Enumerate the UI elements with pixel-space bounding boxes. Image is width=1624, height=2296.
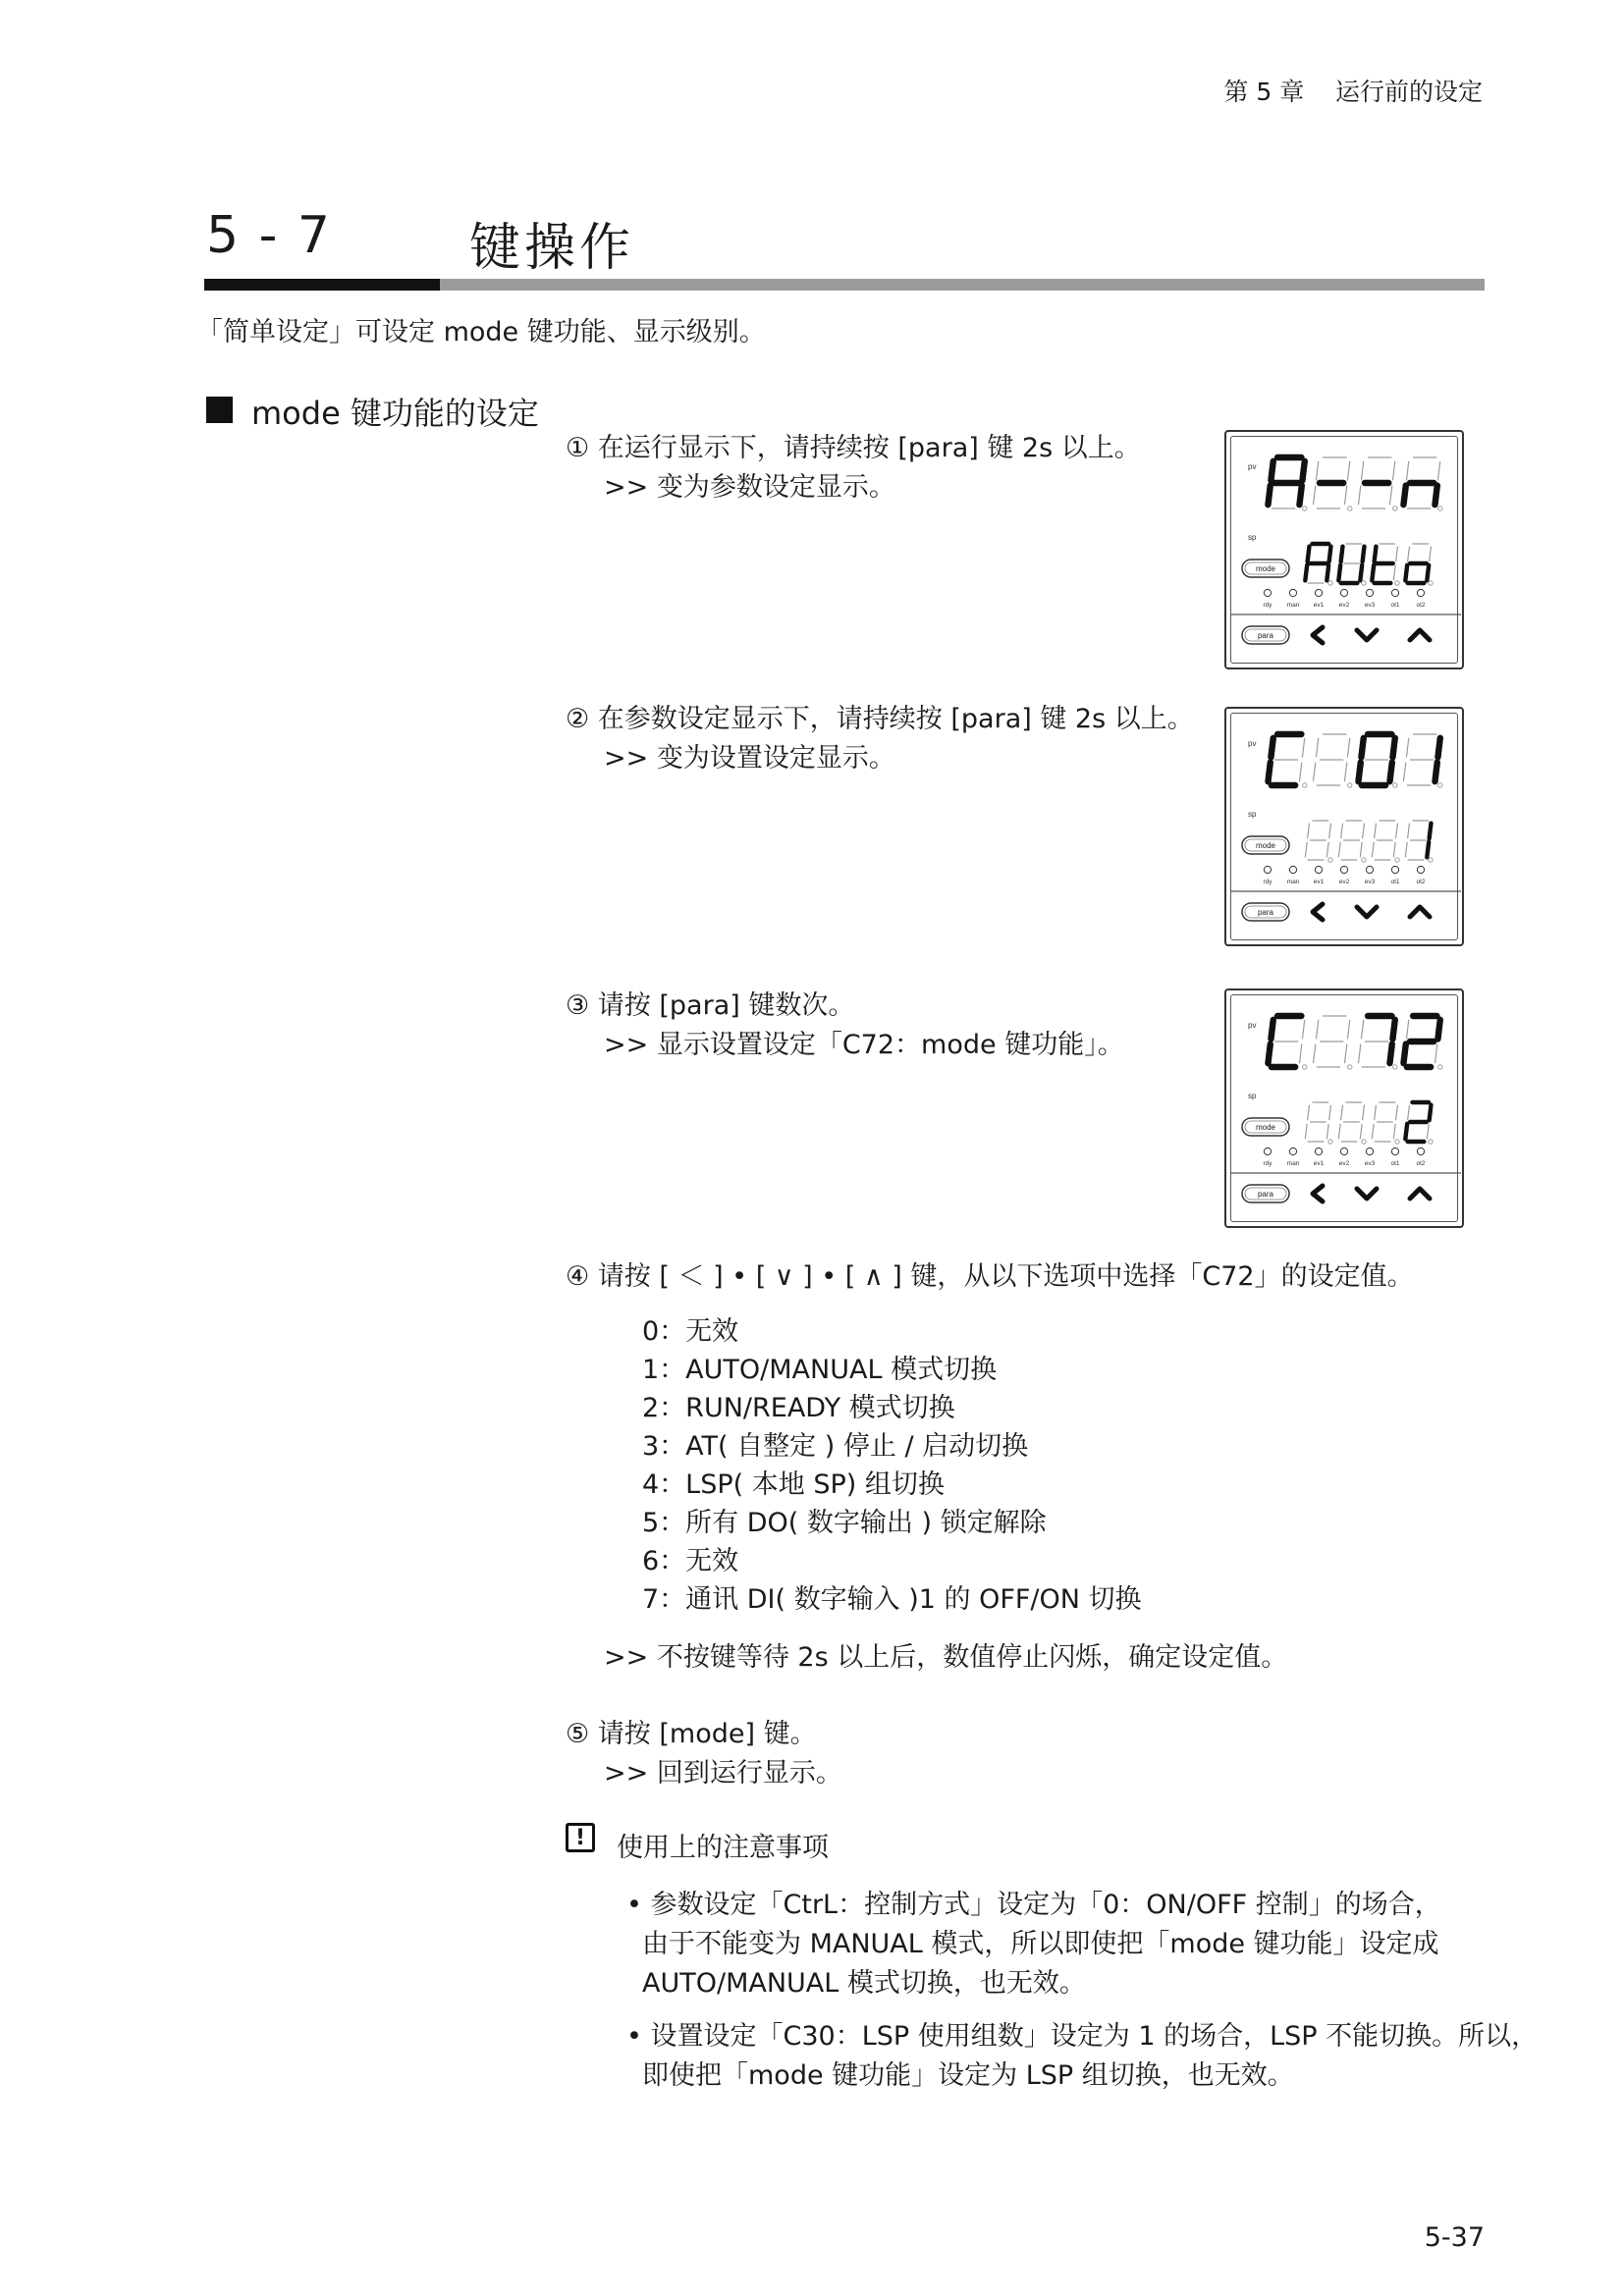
pv-label: pv: [1248, 462, 1257, 471]
mode-button-label: mode: [1255, 841, 1276, 850]
led-label: man: [1286, 602, 1300, 609]
sp-digit: [1338, 821, 1366, 862]
led-rdy-indicator: [1264, 589, 1271, 596]
section-number: 5 - 7: [206, 206, 332, 265]
note-title: 使用上的注意事项: [617, 1833, 829, 1863]
pv-digit: [1313, 457, 1351, 510]
note-bullet-1-line-1: • 参数设定「CtrL：控制方式」设定为「0：ON/OFF 控制」的场合，: [626, 1890, 1441, 1920]
pv-label: pv: [1248, 739, 1257, 748]
pv-digit: [1358, 1016, 1396, 1069]
led-label: ev3: [1364, 602, 1376, 609]
led-ev1-indicator: [1315, 1148, 1322, 1154]
pv-digit: [1403, 1016, 1441, 1069]
mode-button-label: mode: [1255, 564, 1276, 573]
pv-digit: [1403, 457, 1441, 510]
pv-digit: [1268, 1016, 1306, 1069]
up-key-icon[interactable]: [1410, 630, 1430, 640]
led-label: ev1: [1313, 1160, 1325, 1167]
led-ot2-indicator: [1417, 866, 1424, 873]
up-key-icon[interactable]: [1410, 907, 1430, 917]
step-2-result: >> 变为设置设定显示。: [604, 743, 895, 774]
step-2-text: ② 在参数设定显示下，请持续按 [para] 键 2s 以上。: [566, 704, 1194, 734]
sp-digit: [1372, 1102, 1399, 1144]
pv-digit: [1268, 457, 1306, 510]
left-key-icon[interactable]: [1313, 904, 1323, 920]
controller-panel-svg: [1226, 990, 1466, 1230]
controller-display-1: [1224, 430, 1464, 669]
led-label: rdy: [1263, 602, 1272, 609]
caution-icon: !: [566, 1823, 595, 1852]
note-bullet-2-line-2: 即使把「mode 键功能」设定为 LSP 组切换，也无效。: [642, 2060, 1294, 2091]
step-1-result: >> 变为参数设定显示。: [604, 472, 895, 503]
led-ev1-indicator: [1315, 866, 1322, 873]
para-button-label: para: [1257, 908, 1274, 917]
para-button[interactable]: [1242, 1185, 1289, 1202]
option-3: 3：AT( 自整定 ) 停止 / 启动切换: [642, 1431, 1029, 1462]
led-ot2-indicator: [1417, 589, 1424, 596]
led-label: ot2: [1416, 602, 1426, 609]
para-button-label: para: [1257, 1190, 1274, 1199]
led-ev3-indicator: [1366, 1148, 1373, 1154]
led-rdy-indicator: [1264, 866, 1271, 873]
down-key-icon[interactable]: [1357, 630, 1377, 640]
sp-digit: [1305, 544, 1332, 585]
subheading: mode 键功能的设定: [251, 395, 539, 432]
led-ot1-indicator: [1391, 866, 1398, 873]
pv-digit: [1313, 734, 1351, 787]
led-label: ev1: [1313, 602, 1325, 609]
led-label: ev2: [1338, 879, 1350, 885]
step-3-result: >> 显示设置设定「C72：mode 键功能」。: [604, 1030, 1124, 1060]
left-key-icon[interactable]: [1313, 1186, 1323, 1201]
led-ev3-indicator: [1366, 866, 1373, 873]
option-2: 2：RUN/READY 模式切换: [642, 1393, 955, 1423]
sp-digit: [1372, 544, 1399, 585]
led-ev2-indicator: [1340, 589, 1347, 596]
sp-digit: [1305, 821, 1332, 862]
option-5: 5：所有 DO( 数字输出 ) 锁定解除: [642, 1508, 1047, 1538]
subheading-square-icon: [206, 397, 233, 423]
sp-digit: [1338, 1102, 1366, 1144]
led-label: man: [1286, 1160, 1300, 1167]
intro-text: 「简单设定」可设定 mode 键功能、显示级别。: [196, 317, 766, 347]
led-ot1-indicator: [1391, 589, 1398, 596]
sp-digit: [1405, 1102, 1433, 1144]
led-label: rdy: [1263, 879, 1272, 885]
note-bullet-1-line-3: AUTO/MANUAL 模式切换，也无效。: [642, 1968, 1086, 1999]
led-man-indicator: [1289, 866, 1296, 873]
sp-digit: [1405, 821, 1433, 862]
mode-button[interactable]: [1242, 560, 1289, 577]
title-bar-gray: [440, 279, 1485, 291]
led-label: ot1: [1390, 602, 1400, 609]
para-button[interactable]: [1242, 903, 1289, 921]
controller-panel-svg: [1226, 432, 1466, 671]
option-4: 4：LSP( 本地 SP) 组切换: [642, 1469, 945, 1500]
controller-display-2: [1224, 707, 1464, 946]
page-number: 5-37: [1424, 2222, 1485, 2253]
down-key-icon[interactable]: [1357, 907, 1377, 917]
controller-panel-svg: [1226, 709, 1466, 948]
led-man-indicator: [1289, 589, 1296, 596]
sp-label: sp: [1248, 810, 1257, 819]
led-label: ev3: [1364, 1160, 1376, 1167]
led-label: ot2: [1416, 879, 1426, 885]
controller-display-3: [1224, 988, 1464, 1228]
note-bullet-2-line-1: • 设置设定「C30：LSP 使用组数」设定为 1 的场合，LSP 不能切换。所以，: [626, 2021, 1539, 2052]
step-4-text: ④ 请按 [ ＜ ] • [ ∨ ] • [ ∧ ] 键，从以下选项中选择「C72」的设定值。: [566, 1261, 1414, 1292]
sp-digit: [1405, 544, 1433, 585]
led-label: ot1: [1390, 879, 1400, 885]
step-1-text: ① 在运行显示下，请持续按 [para] 键 2s 以上。: [566, 433, 1141, 463]
sp-digit: [1372, 821, 1399, 862]
down-key-icon[interactable]: [1357, 1189, 1377, 1199]
pv-digit: [1268, 734, 1306, 787]
section-title: 键操作: [469, 219, 635, 278]
step-5-result: >> 回到运行显示。: [604, 1758, 842, 1789]
led-rdy-indicator: [1264, 1148, 1271, 1154]
mode-button-label: mode: [1255, 1123, 1276, 1132]
sp-label: sp: [1248, 1092, 1257, 1100]
pv-label: pv: [1248, 1021, 1257, 1030]
led-label: ot1: [1390, 1160, 1400, 1167]
led-label: rdy: [1263, 1160, 1272, 1167]
option-6: 6：无效: [642, 1546, 739, 1576]
sp-label: sp: [1248, 533, 1257, 542]
led-ev1-indicator: [1315, 589, 1322, 596]
up-key-icon[interactable]: [1410, 1189, 1430, 1199]
option-1: 1：AUTO/MANUAL 模式切换: [642, 1355, 998, 1385]
step-5-text: ⑤ 请按 [mode] 键。: [566, 1719, 817, 1749]
led-label: man: [1286, 879, 1300, 885]
led-label: ot2: [1416, 1160, 1426, 1167]
led-label: ev3: [1364, 879, 1376, 885]
option-0: 0：无效: [642, 1316, 739, 1347]
title-bar-dark: [204, 279, 440, 291]
para-button-label: para: [1257, 631, 1274, 640]
chapter-header: 第 5 章 运行前的设定: [1223, 78, 1483, 106]
pv-digit: [1313, 1016, 1351, 1069]
led-ev2-indicator: [1340, 866, 1347, 873]
mode-button[interactable]: [1242, 1118, 1289, 1136]
sp-digit: [1305, 1102, 1332, 1144]
led-man-indicator: [1289, 1148, 1296, 1154]
led-label: ev2: [1338, 602, 1350, 609]
step-4-result: >> 不按键等待 2s 以上后，数值停止闪烁，确定设定值。: [604, 1642, 1288, 1673]
sp-digit: [1338, 544, 1366, 585]
para-button[interactable]: [1242, 626, 1289, 644]
led-ev2-indicator: [1340, 1148, 1347, 1154]
led-label: ev2: [1338, 1160, 1350, 1167]
pv-digit: [1358, 457, 1396, 510]
led-ot2-indicator: [1417, 1148, 1424, 1154]
pv-digit: [1403, 734, 1441, 787]
left-key-icon[interactable]: [1313, 627, 1323, 643]
note-bullet-1-line-2: 由于不能变为 MANUAL 模式，所以即使把「mode 键功能」设定成: [642, 1929, 1439, 1959]
step-3-text: ③ 请按 [para] 键数次。: [566, 990, 855, 1021]
led-ev3-indicator: [1366, 589, 1373, 596]
mode-button[interactable]: [1242, 836, 1289, 854]
led-label: ev1: [1313, 879, 1325, 885]
option-7: 7：通讯 DI( 数字输入 )1 的 OFF/ON 切换: [642, 1584, 1142, 1615]
led-ot1-indicator: [1391, 1148, 1398, 1154]
pv-digit: [1358, 734, 1396, 787]
